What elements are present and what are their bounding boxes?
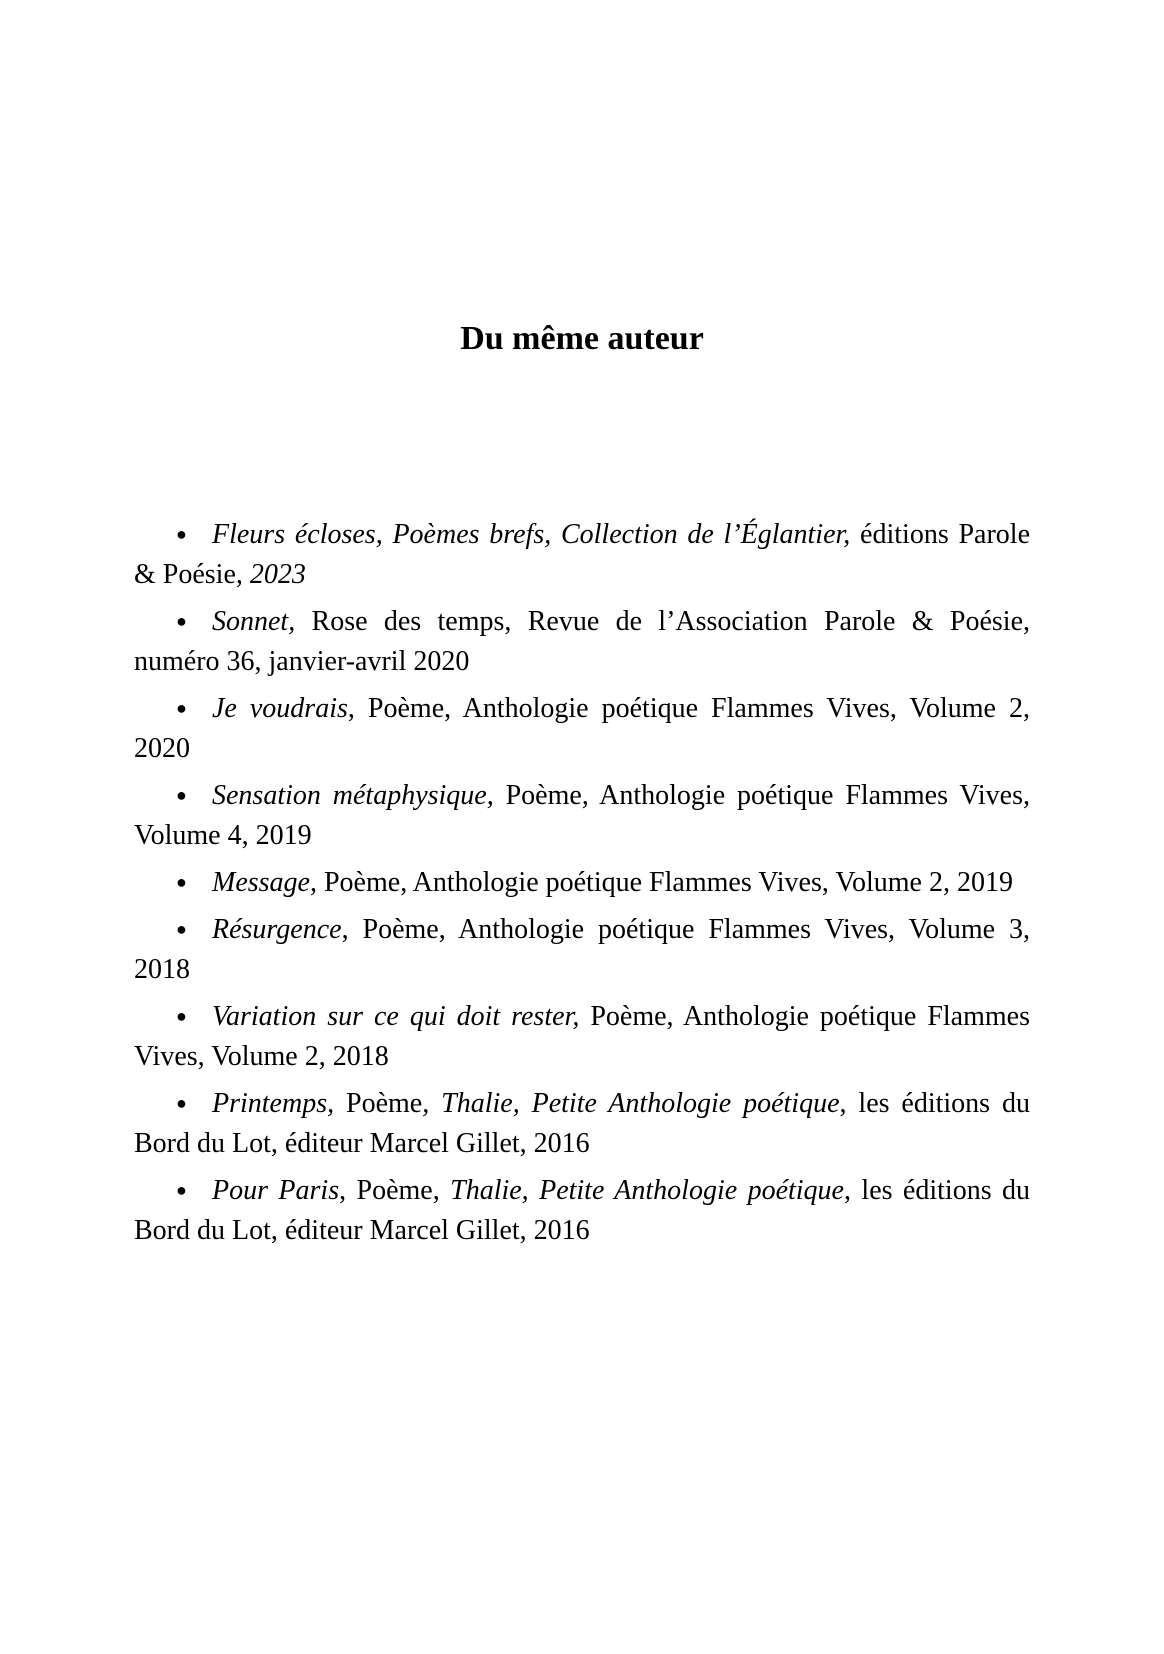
work-entry bbox=[134, 514, 1030, 595]
work-detail-text: , Poème, Anthologie poétique Flammes Vives, Volume 3, 2018 bbox=[134, 914, 1030, 985]
work-title-text: , Thalie, Petite Anthologie poétique bbox=[422, 1088, 840, 1119]
work-title-text: Sensation métaphysique, bbox=[212, 780, 494, 811]
work-entry bbox=[134, 1083, 1030, 1164]
work-detail-text: , Poème, bbox=[339, 1175, 451, 1206]
work-detail-text: , les éditions du Bord du Lot, éditeur Marcel Gillet, 2016 bbox=[134, 1088, 1030, 1159]
work-title-text: Fleurs écloses, Poèmes brefs, Collection de l’Églantier, bbox=[212, 519, 851, 550]
work-title-text: Pour Paris bbox=[212, 1175, 340, 1206]
work-entry bbox=[134, 1170, 1030, 1251]
work-detail-text: , les éditions du Bord du Lot, éditeur Marcel Gillet, 2016 bbox=[134, 1175, 1030, 1246]
work-title-text: Sonnet, bbox=[212, 606, 296, 637]
work-detail-text: , Poème, Anthologie poétique Flammes Vives, Volume 2, 2020 bbox=[134, 693, 1031, 764]
bullet-icon: ● bbox=[176, 611, 187, 631]
work-detail-text: Poème, Anthologie poétique Flammes Vives, Volume 4, 2019 bbox=[134, 780, 1030, 851]
bullet-icon: ● bbox=[176, 919, 187, 939]
bullet-icon: ● bbox=[176, 524, 187, 544]
page-title: Du même auteur bbox=[460, 320, 704, 357]
bullet-icon: ● bbox=[176, 872, 187, 892]
work-detail-text: Poème bbox=[334, 1088, 423, 1119]
work-detail-text: Rose des temps, Revue de l’Association Parole & Poésie, numéro 36, janvier-avril 2020 bbox=[134, 606, 1030, 677]
work-title-text: Je voudrais bbox=[212, 693, 348, 724]
work-title-text: Printemps, bbox=[212, 1088, 335, 1119]
work-entry bbox=[134, 775, 1030, 856]
works-list bbox=[134, 514, 1030, 1257]
work-title-text: Message bbox=[212, 867, 310, 898]
bullet-icon: ● bbox=[176, 785, 187, 805]
work-entry bbox=[134, 862, 1030, 903]
work-detail-text: , Poème, Anthologie poétique Flammes Vives, Volume 2, 2019 bbox=[309, 867, 1013, 898]
work-title-text: Résurgence bbox=[212, 914, 342, 945]
work-detail-text: Poème, Anthologie poétique Flammes Vives, Volume 2, 2018 bbox=[134, 1001, 1030, 1072]
work-detail-text: éditions Parole & Poésie bbox=[134, 519, 1030, 590]
work-title-text: Thalie, Petite Anthologie poétique bbox=[450, 1175, 844, 1206]
work-entry bbox=[134, 909, 1030, 990]
bullet-icon: ● bbox=[176, 1180, 187, 1200]
work-title-text: Variation sur ce qui doit rester, bbox=[212, 1001, 580, 1032]
work-entry bbox=[134, 996, 1030, 1077]
bullet-icon: ● bbox=[176, 1006, 187, 1026]
work-entry bbox=[134, 601, 1030, 682]
bullet-icon: ● bbox=[176, 1093, 187, 1113]
work-title-text: , 2023 bbox=[235, 559, 306, 590]
work-entry bbox=[134, 688, 1030, 769]
bullet-icon: ● bbox=[176, 698, 187, 718]
